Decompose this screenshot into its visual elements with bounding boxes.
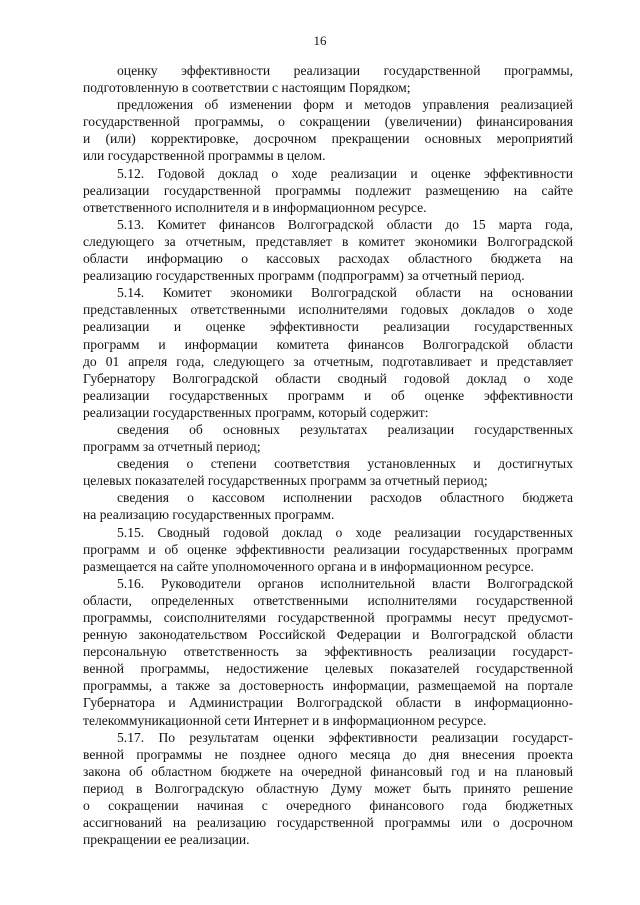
text-line: следующего за отчетным, представляет в комитет экономики Волгоградской: [83, 233, 573, 249]
text-line: о сокращении начиная с очередного финансового года бюджетных: [83, 798, 573, 814]
text-line: программ и об оценке эффективности реализации государственных программ: [83, 541, 573, 557]
text-line: сведения о степени соответствия установленных и достигнутых: [117, 456, 573, 472]
paragraph: [83, 284, 573, 421]
page-number: 16: [313, 33, 327, 48]
text-line: на реализацию государственных программ.: [83, 507, 335, 523]
text-line: представленных ответственными исполнителями годовых докладов о ходе: [83, 302, 573, 318]
text-line: венной программы не позднее одного месяца до дня внесения проекта: [83, 746, 573, 762]
text-line: телекоммуникационной сети Интернет и в информационном ресурсе.: [83, 712, 487, 728]
paragraph: [83, 455, 573, 489]
text-line: программ за отчетный период;: [83, 439, 261, 455]
text-line: программы, соисполнителями государственной программы несут предусмот-: [83, 610, 573, 625]
document-body: [83, 62, 573, 848]
text-line: Губернатору Волгоградской области сводный годовой доклад о ходе: [83, 370, 573, 386]
text-line: или государственной программы в целом.: [83, 148, 326, 164]
text-line: до 01 апреля года, следующего за отчетным, подготавливает и представляет: [83, 353, 573, 369]
paragraph: [83, 165, 573, 216]
text-line: размещается на сайте уполномоченного органа и в информационном ресурсе.: [83, 558, 534, 574]
text-line: реализацию государственных программ (подпрограмм) за отчетный период.: [83, 268, 525, 284]
text-line: 5.15. Сводный годовой доклад о ходе реализации государственных: [117, 524, 573, 540]
text-line: 5.12. Годовой доклад о ходе реализации и оценке эффективности: [117, 165, 573, 181]
text-line: реализации государственных программ и об оценке эффективности: [83, 387, 573, 403]
text-line: области информацию о кассовых расходах областного бюджета на: [83, 251, 573, 267]
text-line: реализации и оценке эффективности реализации государственных: [83, 319, 573, 335]
paragraph: [83, 62, 573, 96]
paragraph: [83, 421, 573, 455]
text-line: ассигнований на реализацию государственной программы или о досрочном: [83, 815, 573, 831]
text-line: ренную законодательством Российской Федерации и Волгоградской области: [83, 627, 573, 643]
text-line: 5.17. По результатам оценки эффективности реализации государст-: [117, 729, 573, 745]
text-line: и (или) корректировке, досрочном прекращении основных мероприятий: [83, 131, 573, 147]
text-line: Губернатора и Администрации Волгоградской области в информационно-: [83, 695, 573, 711]
text-line: прекращении ее реализации.: [83, 832, 250, 848]
paragraph: [83, 96, 573, 164]
text-line: период в Волгоградскую областную Думу может быть принято решение: [83, 780, 573, 796]
paragraph: [83, 729, 573, 849]
text-line: оценку эффективности реализации государственной программы,: [117, 63, 573, 78]
text-line: венной программы, недостижение целевых показателей государственной: [83, 661, 573, 677]
text-line: целевых показателей государственных программ за отчетный период;: [83, 473, 488, 489]
text-line: реализации государственных программ, который содержит:: [83, 404, 429, 420]
paragraph: [83, 489, 573, 523]
text-line: 5.16. Руководители органов исполнительной власти Волгоградской: [117, 575, 573, 591]
text-line: подготовленную в соответствии с настоящим Порядком;: [83, 80, 411, 96]
paragraph: [83, 524, 573, 575]
text-line: программы, а также за достоверность информации, размещаемой на портале: [83, 678, 573, 694]
paragraph: [83, 216, 573, 284]
text-line: сведения об основных результатах реализации государственных: [117, 421, 573, 437]
text-line: сведения о кассовом исполнении расходов областного бюджета: [117, 490, 573, 506]
text-line: реализации государственной программы подлежит размещению на сайте: [83, 182, 573, 198]
paragraph: [83, 575, 573, 729]
text-line: ответственного исполнителя и в информационном ресурсе.: [83, 199, 427, 215]
text-line: 5.13. Комитет финансов Волгоградской области до 15 марта года,: [117, 216, 573, 232]
text-line: государственной программы, о сокращении (увеличении) финансирования: [83, 114, 573, 130]
text-line: персональную ответственность за эффективность реализации государст-: [83, 644, 573, 660]
text-line: 5.14. Комитет экономики Волгоградской области на основании: [117, 285, 573, 301]
text-line: закона об областном бюджете на очередной финансовый год и на плановый: [83, 763, 573, 779]
text-line: предложения об изменении форм и методов управления реализацией: [117, 97, 573, 113]
text-line: области, определенных ответственными исполнителями государственной: [83, 592, 573, 608]
text-line: программ и информации комитета финансов Волгоградской области: [83, 336, 573, 352]
